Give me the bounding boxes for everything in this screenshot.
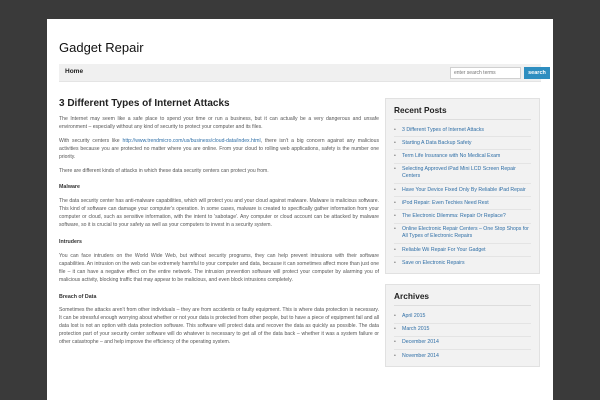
archive-link[interactable]: April 2015 — [402, 312, 426, 319]
bullet-icon: • — [394, 312, 396, 319]
bullet-icon: • — [394, 212, 396, 219]
malware-heading: Malware — [59, 184, 80, 191]
recent-post-item — [394, 164, 531, 184]
bullet-icon: • — [394, 259, 396, 266]
post-title[interactable]: 3 Different Types of Internet Attacks — [59, 98, 230, 109]
recent-post-item — [394, 257, 531, 269]
post-content — [59, 98, 379, 353]
recent-post-link[interactable]: Reliable Wii Repair For Your Gadget — [402, 246, 486, 253]
bullet-icon: • — [394, 186, 396, 193]
archive-link[interactable]: December 2014 — [402, 339, 439, 346]
malware-paragraph: The data security center has anti-malware capabilities, which will protect you and your cloud against malware. Malware is malicious software. This kind of software can damage your computer's operation. In some cases, malware is created to specifically gather information from your computer or cloud, such as sensitive information, with the intent to 'sabotage'. Any computer or cloud account can be attacked by malware software, so it is crucial to your safety as well as your computers to invest in a security system. — [59, 198, 379, 229]
bullet-icon: • — [394, 339, 396, 346]
search-button[interactable]: search — [524, 67, 550, 79]
sidebar — [385, 98, 540, 377]
site-title[interactable]: Gadget Repair — [59, 40, 144, 55]
recent-post-item — [394, 210, 531, 223]
archive-item — [394, 350, 531, 362]
post-kinds-paragraph: There are different kinds of attacks in which these data security centers can protect you from. — [59, 167, 269, 174]
recent-post-link[interactable]: Have Your Device Fixed Only By Reliable iPad Repair — [402, 186, 526, 193]
recent-post-item — [394, 150, 531, 163]
recent-post-item — [394, 124, 531, 137]
post-intro: The Internet may seem like a safe place to spend your time or run a business, but it can actually be a very dangerous and unsafe environment – especially without any kind of security to protect your computer and its files. — [59, 116, 379, 130]
bullet-icon: • — [394, 139, 396, 146]
recent-post-item — [394, 137, 531, 150]
bullet-icon: • — [394, 246, 396, 253]
bullet-icon: • — [394, 152, 396, 159]
trendmicro-link[interactable]: http://www.trendmicro.com/us/business/cloud-data/index.html — [122, 137, 261, 144]
breach-heading: Breach of Data — [59, 293, 97, 300]
bullet-icon: • — [394, 326, 396, 333]
recent-post-link[interactable]: Starting A Data Backup Safety — [402, 139, 472, 146]
recent-post-link[interactable]: 3 Different Types of Internet Attacks — [402, 126, 484, 133]
archive-link[interactable]: March 2015 — [402, 326, 430, 333]
recent-posts-title: Recent Posts — [394, 105, 531, 120]
page-container — [47, 19, 553, 400]
bullet-icon: • — [394, 199, 396, 206]
recent-post-link[interactable]: Online Electronic Repair Centers – One Stop Shops for All Types of Electronic Repairs — [402, 226, 529, 240]
breach-paragraph: Sometimes the attacks aren't from other individuals – they are from accidents or faulty equipment. This is where data protection is necessary. It can be stressful enough worrying about whether or not your data is protected from other people, but to have a piece of equipment fail and all data lost is not an option with data protection software. This software will protect data and recover the data as quickly as possible. The data protection part of your security center software will do whatever is necessary to get all of the data back – whether it was a system failure or other catastrophe – and help improve the efficiency of the operating system. — [59, 307, 379, 346]
recent-post-item — [394, 184, 531, 197]
archive-item — [394, 337, 531, 350]
intruders-heading: Intruders — [59, 238, 82, 245]
nav-home-link[interactable]: Home — [65, 68, 84, 75]
archives-title: Archives — [394, 291, 531, 306]
archives-widget — [385, 284, 540, 367]
archive-item — [394, 310, 531, 323]
bullet-icon: • — [394, 126, 396, 133]
archive-item — [394, 324, 531, 337]
recent-post-item — [394, 197, 531, 210]
recent-post-item — [394, 244, 531, 257]
recent-post-link[interactable]: Term Life Insurance with No Medical Exam — [402, 152, 501, 159]
bullet-icon: • — [394, 226, 396, 233]
recent-posts-widget — [385, 98, 540, 274]
recent-post-link[interactable]: Save on Electronic Repairs — [402, 259, 465, 266]
bullet-icon: • — [394, 166, 396, 173]
intruders-paragraph: You can face intruders on the World Wide Web, but without security programs, they can help prevent intrusions with their software capabilities. An intrusion on the web can be extremely harmful to your computer and data, because it can sometimes affect more than just one file – it can have a negative effect on the entire network. The intrusion prevention software will protect your computer by alarming you of malicious activity, blocking traffic that may appear to be malicious, and even block intrusions completely. — [59, 252, 379, 283]
post-link-paragraph: With security centers like http://www.trendmicro.com/us/business/cloud-data/index.html, there isn't a big concern against any malicious activities because you are protected no matter where you are online. From your cloud to rolling web applications, safety is the number one priority. — [59, 137, 379, 160]
archive-link[interactable]: November 2014 — [402, 352, 439, 359]
recent-post-link[interactable]: iPod Repair: Even Techies Need Rest — [402, 199, 489, 206]
recent-post-link[interactable]: Selecting Approved iPad Mini LCD Screen Repair Centers — [402, 166, 516, 180]
main-nav — [59, 64, 546, 82]
recent-post-item — [394, 224, 531, 244]
recent-post-link[interactable]: The Electronic Dilemma: Repair Or Replace? — [402, 212, 506, 219]
search-input[interactable] — [450, 67, 521, 79]
bullet-icon: • — [394, 352, 396, 359]
